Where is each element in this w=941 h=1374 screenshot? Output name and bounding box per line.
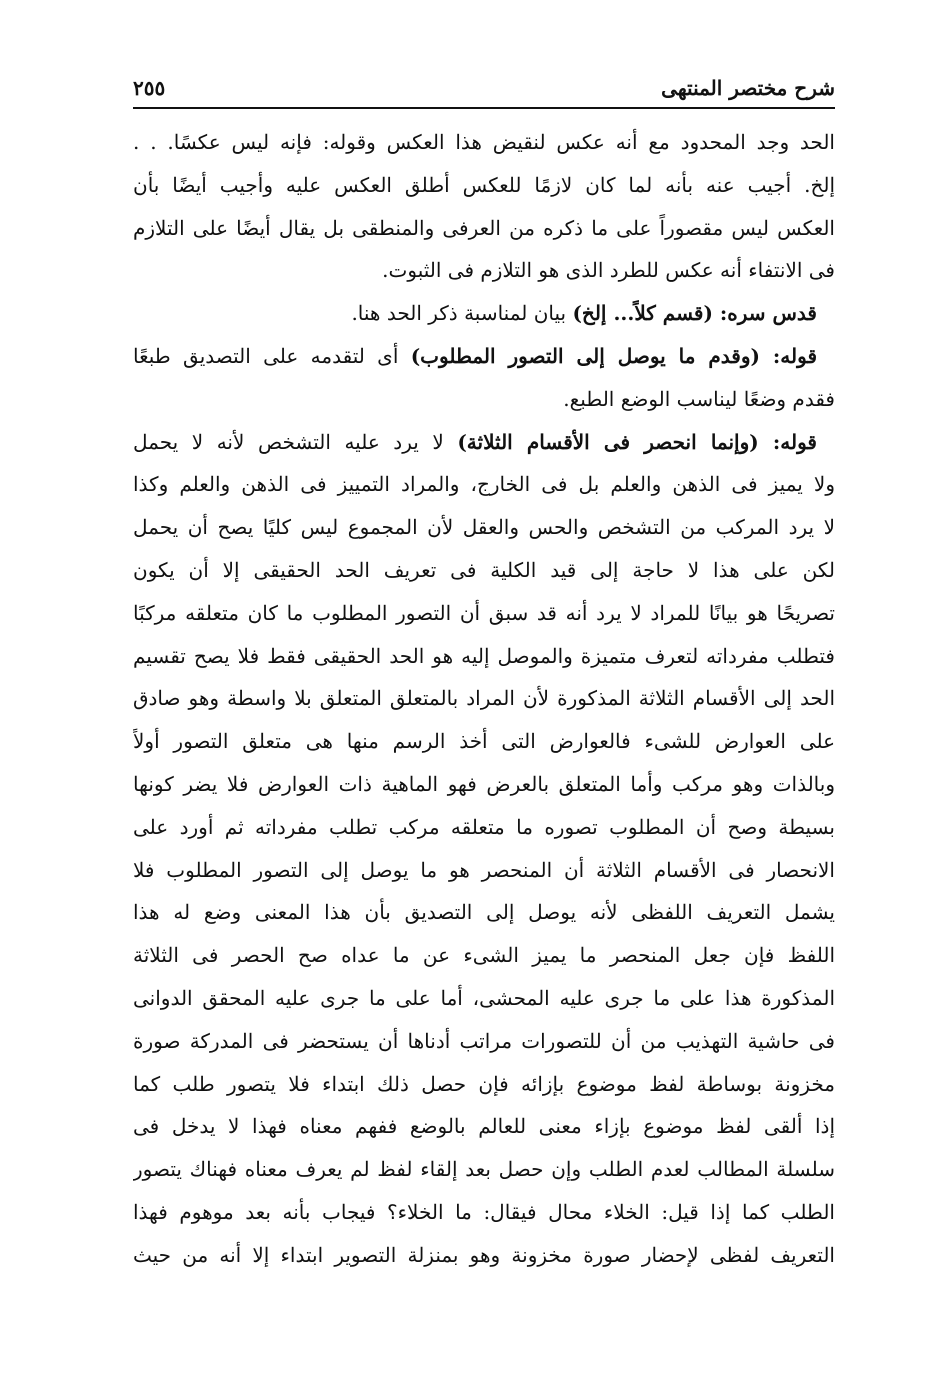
text-line — [133, 1191, 835, 1234]
line-text: يشمل التعريف اللفظى لأنه يوصل إلى التصديق بأن هذا المعنى وضع له هذا — [133, 900, 835, 925]
text-line — [133, 849, 835, 892]
text-line — [133, 677, 835, 720]
line-text: وبالذات وهو مركب وأما المتعلق بالعرض فهو الماهية ذات العوارض فلا يضر كونها — [133, 771, 835, 796]
line-text: اللفظ فإن جعل المنحصر ما يميز الشىء عن ما عداه صح الحصر فى الثلاثة — [133, 943, 835, 968]
line-text: العكس ليس مقصوراً على ما ذكره من العرفى والمنطقى بل يقال أيضًا على التلازم — [133, 215, 835, 240]
text-line — [133, 164, 835, 207]
text-line — [133, 806, 835, 849]
line-text: أى لتقدمه على التصديق طبعًا — [133, 343, 411, 368]
bold-lemma: قوله: (وقدم ما يوصل إلى التصور المطلوب) — [410, 343, 817, 368]
text-line — [133, 763, 835, 806]
text-line — [133, 463, 835, 506]
text-line — [133, 292, 835, 335]
book-title: شرح مختصر المنتهى — [661, 76, 835, 100]
text-line — [133, 335, 835, 378]
line-text: لا يرد عليه التشخص لأنه لا يحمل — [133, 429, 458, 454]
line-text: بيان لمناسبة ذكر الحد هنا. — [351, 301, 573, 326]
line-text: مخزونة بوساطة لفظ موضوع بإزائه فإن حصل ذلك ابتداء فلا يتصور طلب كما — [133, 1071, 835, 1096]
line-text: سلسلة المطالب لعدم الطلب وإن حصل بعد إلقاء لفظ لم يعرف معناه فهناك يتصور — [133, 1157, 835, 1182]
line-text: فتطلب مفرداته لتعرف متميزة والموصل إليه هو الحد الحقيقى فقط فلا يصح تقسيم — [133, 643, 835, 668]
bold-lemma: قدس سره: (قسم كلاً... إلخ) — [572, 301, 817, 326]
text-line — [133, 207, 835, 250]
text-line — [133, 549, 835, 592]
line-text: المذكورة هذا على ما جرى عليه المحشى، أما على ما جرى عليه المحقق الدوانى — [133, 985, 835, 1010]
text-line — [133, 977, 835, 1020]
text-line — [133, 1234, 835, 1277]
text-line — [133, 1105, 835, 1148]
text-line — [133, 121, 835, 164]
text-line — [133, 249, 835, 292]
line-text: بسيطة وصح أن المطلوب تصوره ما متعلقه مركب تطلب مفرداته ثم أورد على — [133, 814, 835, 839]
text-line — [133, 378, 835, 421]
text-line — [133, 592, 835, 635]
page-body-text — [133, 121, 835, 1277]
line-text: لا يرد المركب من التشخص والحس والعقل لأن المجموع ليس كليًا يصح أن يحمل — [133, 515, 835, 540]
text-line — [133, 1020, 835, 1063]
text-line — [133, 421, 835, 464]
page-number: ٢٥٥ — [133, 76, 166, 100]
bold-lemma: قوله: (وإنما انحصر فى الأقسام الثلاثة) — [457, 429, 817, 454]
line-text: فقدم وضعًا ليناسب الوضع الطبع. — [563, 386, 835, 411]
text-line — [133, 635, 835, 678]
text-line — [133, 720, 835, 763]
line-text: الحد إلى الأقسام الثلاثة المذكورة لأن المراد بالمتعلق المتعلق بلا واسطة وهو صادق — [133, 686, 835, 711]
line-text: الطلب كما إذا قيل: الخلاء محال فيقال: ما الخلاء؟ فيجاب بأنه بعد موهوم فهذا — [133, 1199, 835, 1224]
header-rule — [133, 107, 835, 109]
line-text: فى حاشية التهذيب من أن للتصورات مراتب أدناها أن يستحضر فى المدركة صورة — [133, 1028, 835, 1053]
line-text: الانحصار فى الأقسام الثلاثة أن المنحصر هو ما يوصل إلى التصور المطلوب فلا — [133, 857, 835, 882]
running-header — [133, 72, 835, 106]
line-text: على العوارض للشىء فالعوارض التى أخذ الرسم منها هى متعلق التصور أولاً — [133, 729, 835, 754]
line-text: ولا يميز فى الذهن والعلم بل فى الخارج، والمراد التمييز فى الذهن والعلم وكذا — [133, 472, 835, 497]
line-text: فى الانتفاء أنه عكس للطرد الذى هو التلازم فى الثبوت. — [382, 258, 835, 283]
line-text: لكن على هذا لا حاجة إلى قيد الكلية فى تعريف الحد الحقيقى إلا أن يكون — [133, 557, 835, 582]
text-line — [133, 1148, 835, 1191]
text-line — [133, 506, 835, 549]
line-text: تصريحًا هو بيانًا للمراد لا يرد أنه قد سبق أن التصور المطلوب ما كان متعلقه مركبًا — [133, 600, 835, 625]
line-text: إلخ. أجيب عنه بأنه لما كان لازمًا للعكس أطلق العكس عليه وأجيب أيضًا بأن — [133, 172, 835, 197]
text-line — [133, 1063, 835, 1106]
text-line — [133, 891, 835, 934]
line-text: إذا ألقى لفظ موضوع بإزاء معنى للعالم بالوضع ففهم معناه فهذا لا يدخل فى — [133, 1114, 835, 1139]
line-text: الحد وجد المحدود مع أنه عكس لنقيض هذا العكس وقوله: فإنه ليس عكسًا. . . — [133, 130, 835, 154]
line-text: التعريف لفظى لإحضار صورة مخزونة وهو بمنزلة التصوير ابتداء إلا أنه من حيث — [133, 1242, 835, 1267]
text-line — [133, 934, 835, 977]
